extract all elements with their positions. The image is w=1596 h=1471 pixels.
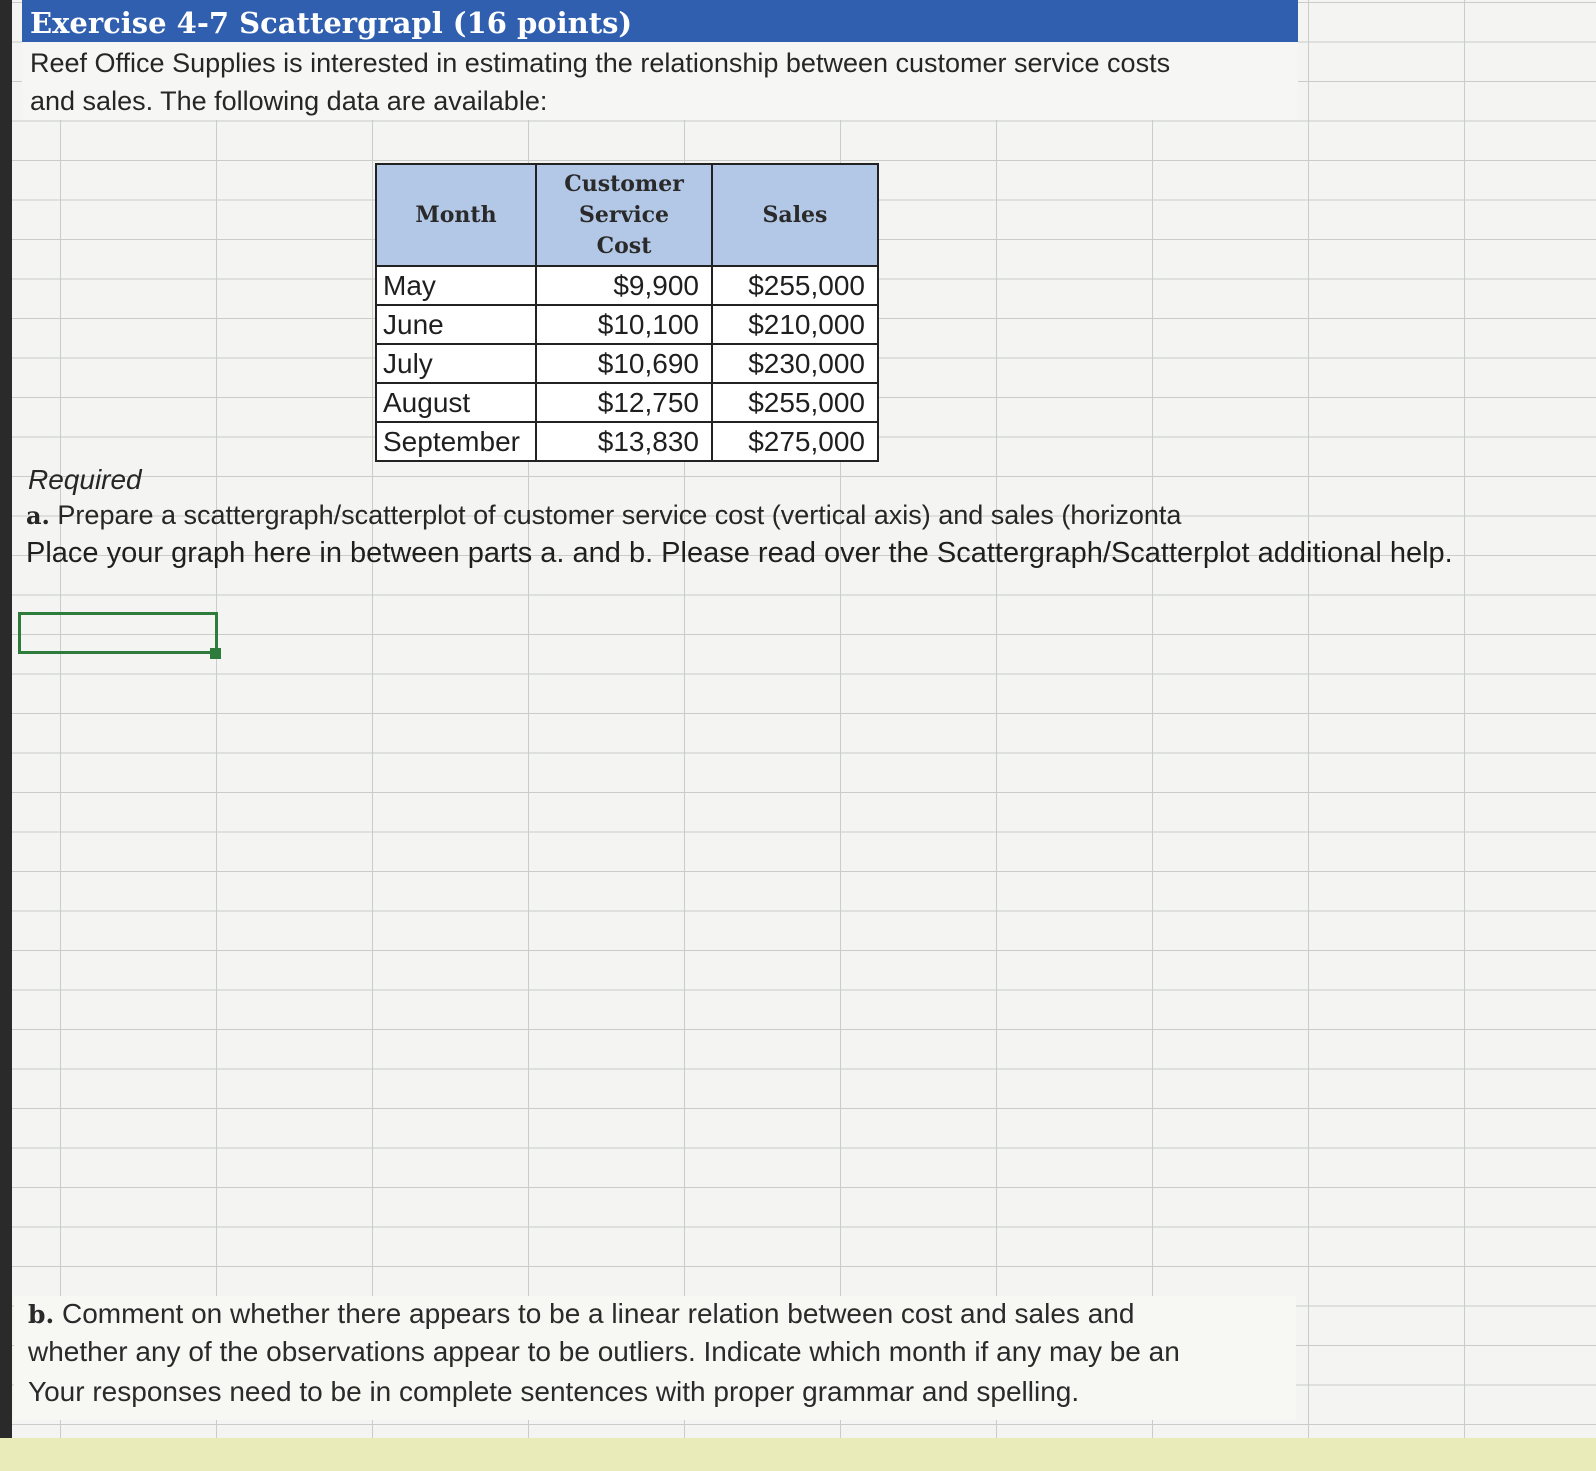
part-b-line-2: whether any of the observations appear to be outliers. Indicate which month if any may be an <box>28 1336 1180 1367</box>
part-b-text-1: Comment on whether there appears to be a linear relation between cost and sales and <box>61 1298 1135 1329</box>
cell-month[interactable]: August <box>376 383 536 422</box>
part-b-line-3: Your responses need to be in complete sentences with proper grammar and spelling. <box>28 1376 1080 1407</box>
fill-handle[interactable] <box>210 648 221 659</box>
part-b-line-1 <box>28 1298 1134 1330</box>
bottom-edge <box>0 1438 1596 1471</box>
cell-cost[interactable]: $10,100 <box>536 305 712 344</box>
table-header-row <box>376 164 878 266</box>
intro-line-2: and sales. The following data are available: <box>30 86 548 116</box>
cell-sales[interactable]: $275,000 <box>712 422 878 461</box>
cell-month[interactable]: September <box>376 422 536 461</box>
data-table <box>375 163 879 462</box>
requirement-a-label: a. <box>26 501 50 530</box>
required-heading: Required <box>28 464 142 495</box>
cell-cost[interactable]: $9,900 <box>536 266 712 305</box>
part-b-cell[interactable] <box>14 1296 1296 1420</box>
table-row <box>376 344 878 383</box>
table-row <box>376 266 878 305</box>
cell-cost[interactable]: $12,750 <box>536 383 712 422</box>
cell-cost[interactable]: $13,830 <box>536 422 712 461</box>
exercise-title: Exercise 4-7 Scattergrapl (16 points) <box>30 6 633 40</box>
header-customer-service-cost[interactable]: Customer Service Cost <box>536 164 712 266</box>
table-row <box>376 305 878 344</box>
cell-sales[interactable]: $210,000 <box>712 305 878 344</box>
table-row <box>376 422 878 461</box>
cell-sales[interactable]: $255,000 <box>712 266 878 305</box>
cell-sales[interactable]: $255,000 <box>712 383 878 422</box>
table-row <box>376 383 878 422</box>
cell-cost[interactable]: $10,690 <box>536 344 712 383</box>
intro-line-1: Reef Office Supplies is interested in estimating the relationship between customer service costs <box>30 48 1171 78</box>
graph-placement-area[interactable] <box>0 575 1596 1295</box>
header-month[interactable]: Month <box>376 164 536 266</box>
cell-month[interactable]: June <box>376 305 536 344</box>
cell-sales[interactable]: $230,000 <box>712 344 878 383</box>
requirement-a-text: Prepare a scattergraph/scatterplot of customer service cost (vertical axis) and sales (horizonta <box>57 500 1182 530</box>
cell-month[interactable]: May <box>376 266 536 305</box>
cell-month[interactable]: July <box>376 344 536 383</box>
part-b-label: b. <box>28 1300 55 1329</box>
graph-placement-instruction: Place your graph here in between parts a. and b. Please read over the Scattergraph/Scatterplot additional help. <box>26 537 1453 569</box>
header-sales[interactable]: Sales <box>712 164 878 266</box>
active-cell-selection[interactable] <box>18 612 218 654</box>
requirement-a <box>26 500 1181 531</box>
